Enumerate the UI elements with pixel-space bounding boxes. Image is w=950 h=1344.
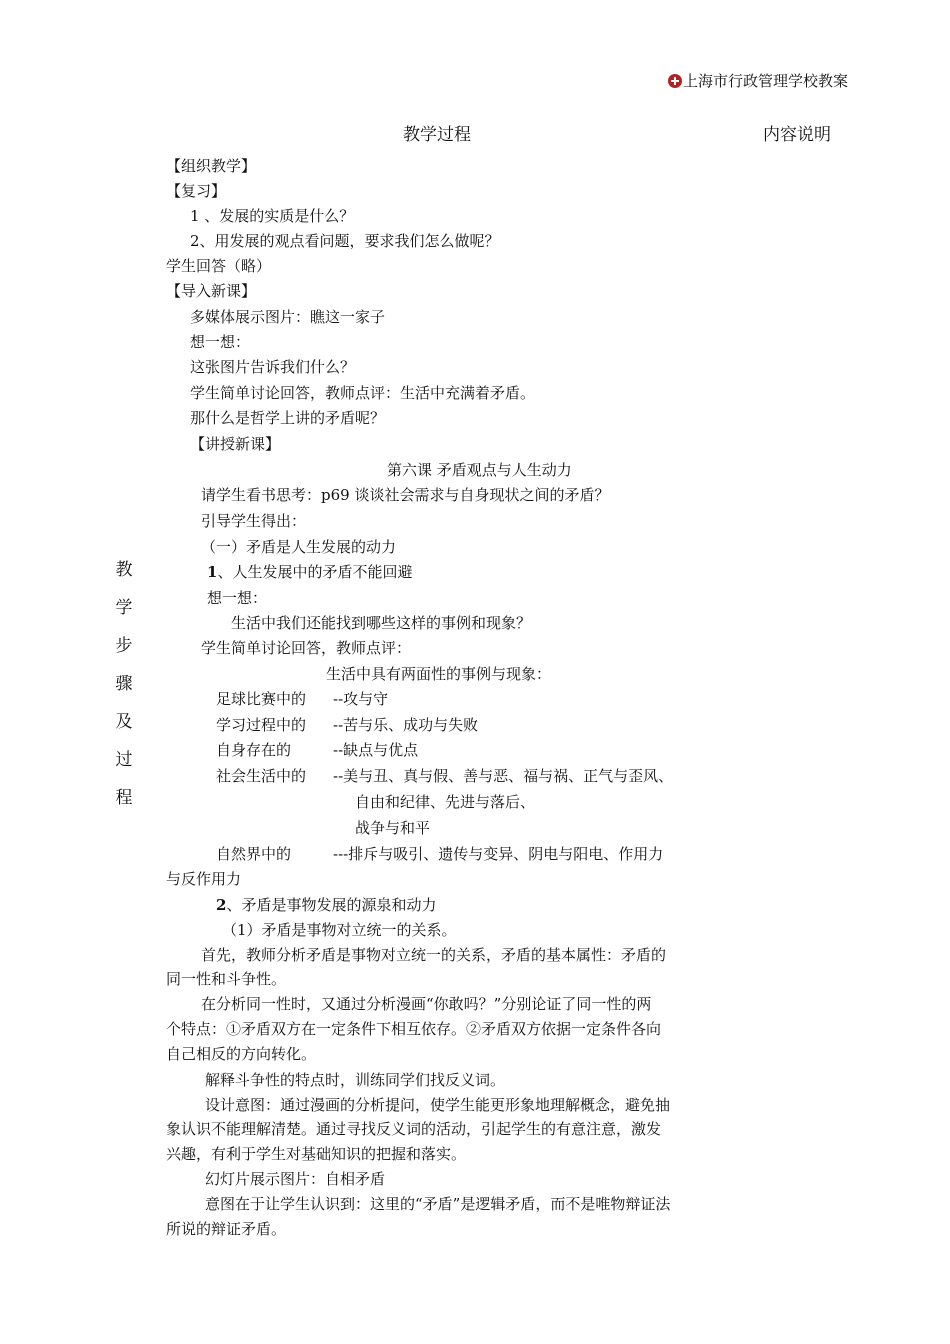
- example-category: 社会生活中的: [216, 767, 307, 785]
- text-line: 学生简单讨论回答，教师点评：生活中充满着矛盾。: [190, 384, 536, 402]
- text-line: 2、用发展的观点看问题，要求我们怎么做呢？: [190, 232, 500, 250]
- example-category: 学习过程中的: [216, 716, 307, 734]
- text-line: 个特点：①矛盾双方在一定条件下相互依存。②矛盾双方依据一定条件各向: [166, 1020, 662, 1038]
- side-char: 骤: [115, 674, 133, 694]
- side-char: 程: [115, 788, 133, 808]
- text-line: 那什么是哲学上讲的矛盾呢？: [190, 409, 386, 427]
- side-char: 步: [115, 636, 133, 656]
- side-char: 及: [115, 712, 133, 732]
- text-line: 设计意图：通过漫画的分析提问，使学生能更形象地理解概念，避免抽: [205, 1096, 671, 1114]
- side-label: [114, 555, 134, 821]
- text-line: 幻灯片展示图片：自相矛盾: [205, 1170, 386, 1188]
- text-line: 1 、发展的实质是什么？: [190, 207, 355, 225]
- section-heading-review: 【复习】: [166, 182, 227, 200]
- text-line: 解释斗争性的特点时，训练同学们找反义词。: [205, 1071, 506, 1089]
- example-items: --攻与守: [333, 690, 389, 708]
- text-line: 首先，教师分析矛盾是事物对立统一的关系，矛盾的基本属性：矛盾的: [201, 946, 667, 964]
- section-heading-organize: 【组织教学】: [166, 157, 257, 175]
- example-items: 与反作用力: [166, 870, 242, 888]
- example-items: 战争与和平: [355, 819, 431, 837]
- point-heading: [207, 563, 412, 581]
- text-line: 学生回答（略）: [166, 257, 272, 275]
- text-line: 多媒体展示图片：瞧这一家子: [190, 308, 386, 326]
- text-line: 自己相反的方向转化。: [166, 1045, 317, 1063]
- column-title-notes: 内容说明: [763, 125, 831, 145]
- section-heading-new-lesson: 【讲授新课】: [190, 435, 281, 453]
- school-name: 上海市行政管理学校教案: [683, 72, 849, 90]
- example-items: ---排斥与吸引、遗传与变异、阴电与阳电、作用力: [333, 845, 664, 863]
- side-char: 学: [115, 598, 133, 618]
- school-logo-icon: [668, 74, 682, 88]
- text-line: 想一想：: [207, 589, 268, 607]
- school-header: [668, 70, 848, 91]
- text-line: 象认识不能理解清楚。通过寻找反义词的活动，引起学生的有意注意，激发: [166, 1120, 662, 1138]
- point-text: 、矛盾是事物发展的源泉和动力: [226, 896, 437, 914]
- text-line: 引导学生得出：: [201, 512, 307, 530]
- example-items: --缺点与优点: [333, 741, 419, 759]
- example-category: 自然界中的: [216, 845, 292, 863]
- subsection-heading: （一）矛盾是人生发展的动力: [201, 538, 397, 556]
- side-char: 教: [115, 560, 133, 580]
- text-line: 在分析同一性时，又通过分析漫画“你敢吗？”分别论证了同一性的两: [201, 995, 652, 1013]
- example-items: 自由和纪律、先进与落后、: [355, 793, 536, 811]
- text-line: 意图在于让学生认识到：这里的“矛盾”是逻辑矛盾，而不是唯物辩证法: [205, 1195, 671, 1213]
- lesson-title: 第六课 矛盾观点与人生动力: [387, 461, 572, 479]
- example-items: --美与丑、真与假、善与恶、福与祸、正气与歪风、: [333, 767, 674, 785]
- text-line: 同一性和斗争性。: [166, 970, 287, 988]
- text-line: 生活中我们还能找到哪些这样的事例和现象？: [231, 614, 532, 632]
- text-line: 想一想：: [190, 333, 251, 351]
- text-line: 学生简单讨论回答，教师点评：: [201, 639, 412, 657]
- point-heading: [216, 896, 436, 914]
- text-line: 请学生看书思考：p69 谈谈社会需求与自身现状之间的矛盾？: [201, 486, 610, 504]
- column-title-process: 教学过程: [403, 125, 471, 145]
- point-text: 、人生发展中的矛盾不能回避: [217, 563, 413, 581]
- text-line: 生活中具有两面性的事例与现象：: [326, 665, 552, 683]
- example-items: --苦与乐、成功与失败: [333, 716, 479, 734]
- point-number: 2: [216, 896, 227, 914]
- example-category: 自身存在的: [216, 741, 292, 759]
- text-line: 这张图片告诉我们什么？: [190, 358, 356, 376]
- point-number: 1: [207, 563, 218, 581]
- text-line: 兴趣，有利于学生对基础知识的把握和落实。: [166, 1145, 467, 1163]
- text-line: 所说的辩证矛盾。: [166, 1220, 287, 1238]
- text-line: （1）矛盾是事物对立统一的关系。: [222, 921, 457, 939]
- side-char: 过: [115, 750, 133, 770]
- section-heading-intro: 【导入新课】: [166, 282, 257, 300]
- example-category: 足球比赛中的: [216, 690, 307, 708]
